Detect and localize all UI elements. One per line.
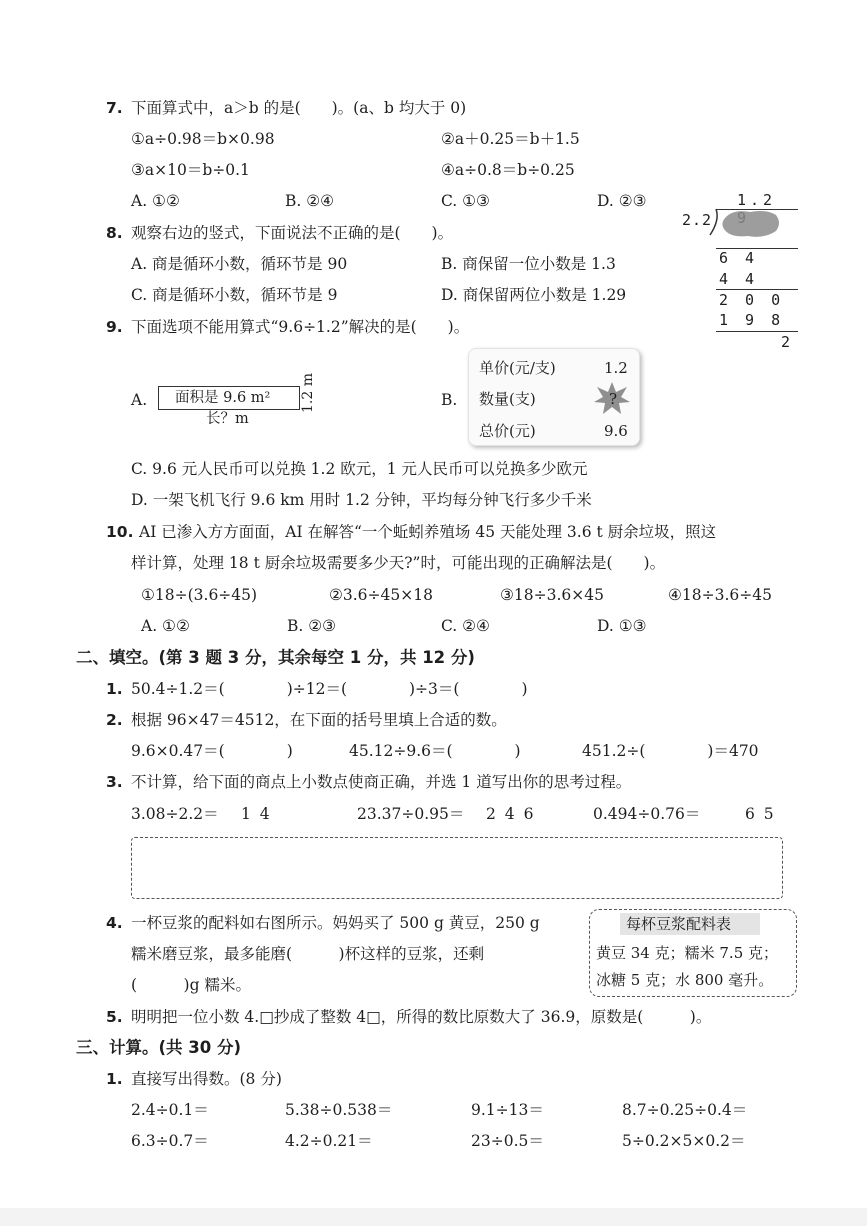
area-rectangle-length-label: 长？m — [206, 411, 249, 427]
calc-item-1[interactable]: 2.4÷0.1＝ — [131, 1101, 209, 1119]
area-rectangle-text: 面积是 9.6 m² — [175, 390, 271, 406]
division-rule-2 — [716, 289, 798, 290]
price-table-quantity-label: 数量(支) — [479, 390, 536, 408]
q8-number: 8. — [106, 224, 123, 242]
q7-choice-c[interactable]: C. ①③ — [441, 192, 490, 210]
s2-q2-c[interactable]: 451.2÷( )＝470 — [582, 742, 759, 760]
q10-option-1: ①18÷(3.6÷45) — [141, 586, 258, 604]
q10-stem-line-1: AI 已渗入方方面面，AI 在解答“一个蚯蚓养殖场 45 天能处理 3.6 t 厨余垃圾，照这 — [139, 523, 717, 541]
q10-option-3: ③18÷3.6×45 — [500, 586, 604, 604]
q8-choice-d[interactable]: D. 商保留两位小数是 1.29 — [441, 286, 627, 304]
calc-item-4[interactable]: 8.7÷0.25÷0.4＝ — [622, 1101, 748, 1119]
q8-choice-c[interactable]: C. 商是循环小数，循环节是 9 — [131, 286, 338, 304]
s2-q2-b[interactable]: 45.12÷9.6＝( ) — [349, 742, 521, 760]
s2-q4-line-3[interactable]: ( )g 糯米。 — [131, 976, 251, 994]
page-bottom-strip — [0, 1208, 867, 1226]
s3-q1-number: 1. — [106, 1070, 123, 1088]
q9-choice-c[interactable]: C. 9.6 元人民币可以兑换 1.2 欧元，1 元人民币可以兑换多少欧元 — [131, 460, 588, 478]
q10-option-4: ④18÷3.6÷45 — [668, 586, 772, 604]
s2-q3-c-quotient[interactable]: 6 5 — [745, 805, 776, 823]
recipe-line-2: 冰糖 5 克；水 800 毫升。 — [596, 971, 774, 989]
q8-choice-a[interactable]: A. 商是循环小数，循环节是 90 — [131, 255, 348, 273]
s2-q2-number: 2. — [106, 711, 123, 729]
long-division-quotient: 1.2 — [737, 191, 777, 209]
calc-item-2[interactable]: 5.38÷0.538＝ — [285, 1101, 393, 1119]
price-table-total-label: 总价(元) — [479, 422, 536, 440]
s2-q1-number: 1. — [106, 680, 123, 698]
long-division-row-3: 2 0 0 — [719, 291, 785, 309]
long-division-remainder: 2 — [781, 333, 795, 351]
s2-q5-text[interactable]: 明明把一位小数 4.□抄成了整数 4□，所得的数比原数大了 36.9，原数是( )。 — [131, 1008, 712, 1026]
price-table-unit-price-value: 1.2 — [604, 359, 628, 377]
q7-option-2: ②a＋0.25＝b＋1.5 — [441, 130, 580, 148]
q9-choice-d[interactable]: D. 一架飞机飞行 9.6 km 用时 1.2 分钟，平均每分钟飞行多少千米 — [131, 491, 592, 509]
q10-choice-d[interactable]: D. ①③ — [597, 617, 647, 635]
q7-choice-d[interactable]: D. ②③ — [597, 192, 647, 210]
long-division-row-1: 6 4 — [719, 249, 759, 267]
price-table-total-value: 9.6 — [604, 422, 628, 440]
price-table-quantity-value: ? — [609, 390, 618, 408]
section-2-title: 二、填空。(第 3 题 3 分，其余每空 1 分，共 12 分) — [76, 648, 475, 667]
long-division-figure — [680, 188, 800, 358]
s2-q3-number: 3. — [106, 773, 123, 791]
q10-option-2: ②3.6÷45×18 — [329, 586, 433, 604]
s2-q1-text[interactable]: 50.4÷1.2＝( )÷12＝( )÷3＝( ) — [131, 680, 528, 698]
q9-number: 9. — [106, 318, 123, 336]
q10-choice-b[interactable]: B. ②③ — [287, 617, 337, 635]
s2-q4-line-2[interactable]: 糯米磨豆浆，最多能磨( )杯这样的豆浆，还剩 — [131, 945, 485, 963]
section-3-title: 三、计算。(共 30 分) — [76, 1038, 242, 1057]
recipe-line-1: 黄豆 34 克；糯米 7.5 克； — [596, 944, 779, 962]
q9-choice-a-label[interactable]: A. — [131, 391, 148, 409]
q8-choice-b[interactable]: B. 商保留一位小数是 1.3 — [441, 255, 616, 273]
s2-q3-b-expr: 23.37÷0.95＝ — [357, 805, 465, 823]
calc-item-6[interactable]: 4.2÷0.21＝ — [285, 1132, 373, 1150]
q9-choice-b-label[interactable]: B. — [441, 391, 458, 409]
q7-stem: 下面算式中，a＞b 的是( )。(a、b 均大于 0) — [131, 99, 467, 117]
area-rectangle-width-label: 1.2 m — [300, 373, 316, 413]
redaction-blob — [720, 209, 782, 239]
q7-choice-a[interactable]: A. ①② — [131, 192, 180, 210]
calc-item-3[interactable]: 9.1÷13＝ — [471, 1101, 544, 1119]
q7-option-3: ③a×10＝b÷0.1 — [131, 161, 250, 179]
recipe-title: 每杯豆浆配料表 — [626, 915, 732, 933]
long-division-row-2: 4 4 — [719, 270, 759, 288]
s2-q3-a-quotient[interactable]: 1 4 — [241, 805, 272, 823]
q10-choice-a[interactable]: A. ①② — [141, 617, 190, 635]
q9-stem: 下面选项不能用算式“9.6÷1.2”解决的是( )。 — [131, 318, 470, 336]
calc-item-8[interactable]: 5÷0.2×5×0.2＝ — [622, 1132, 746, 1150]
s2-q4-number: 4. — [106, 914, 123, 932]
s2-q2-text: 根据 96×47＝4512，在下面的括号里填上合适的数。 — [131, 711, 507, 729]
q7-number: 7. — [106, 99, 123, 117]
s2-q4-line-1: 一杯豆浆的配料如右图所示。妈妈买了 500 g 黄豆，250 g — [131, 914, 540, 932]
s3-q1-text: 直接写出得数。(8 分) — [131, 1070, 282, 1088]
q8-stem: 观察右边的竖式，下面说法不正确的是( )。 — [131, 224, 454, 242]
recipe-card — [589, 909, 797, 997]
area-rectangle — [158, 386, 300, 410]
q10-number: 10. — [106, 523, 134, 541]
s2-q3-a-expr: 3.08÷2.2＝ — [131, 805, 219, 823]
price-table-unit-price-label: 单价(元/支) — [479, 359, 556, 377]
s2-q5-number: 5. — [106, 1008, 123, 1026]
long-division-divisor: 2.2 — [682, 211, 713, 229]
q7-option-1: ①a÷0.98＝b×0.98 — [131, 130, 275, 148]
q10-choice-c[interactable]: C. ②④ — [441, 617, 490, 635]
s2-q3-b-quotient[interactable]: 2 4 6 — [486, 805, 536, 823]
q10-stem-line-2: 样计算，处理 18 t 厨余垃圾需要多少天?”时，可能出现的正确解法是( )。 — [131, 554, 666, 572]
q7-choice-b[interactable]: B. ②④ — [285, 192, 335, 210]
s2-q3-text: 不计算，给下面的商点上小数点使商正确，并选 1 道写出你的思考过程。 — [131, 773, 632, 791]
calc-item-5[interactable]: 6.3÷0.7＝ — [131, 1132, 209, 1150]
price-table — [468, 348, 640, 446]
calc-item-7[interactable]: 23÷0.5＝ — [471, 1132, 544, 1150]
s2-q2-a[interactable]: 9.6×0.47＝( ) — [131, 742, 293, 760]
reasoning-answer-box[interactable] — [131, 837, 783, 899]
long-division-row-4: 1 9 8 — [719, 311, 785, 329]
division-rule-3 — [716, 331, 798, 332]
s2-q3-c-expr: 0.494÷0.76＝ — [593, 805, 701, 823]
q7-option-4: ④a÷0.8＝b÷0.25 — [441, 161, 575, 179]
